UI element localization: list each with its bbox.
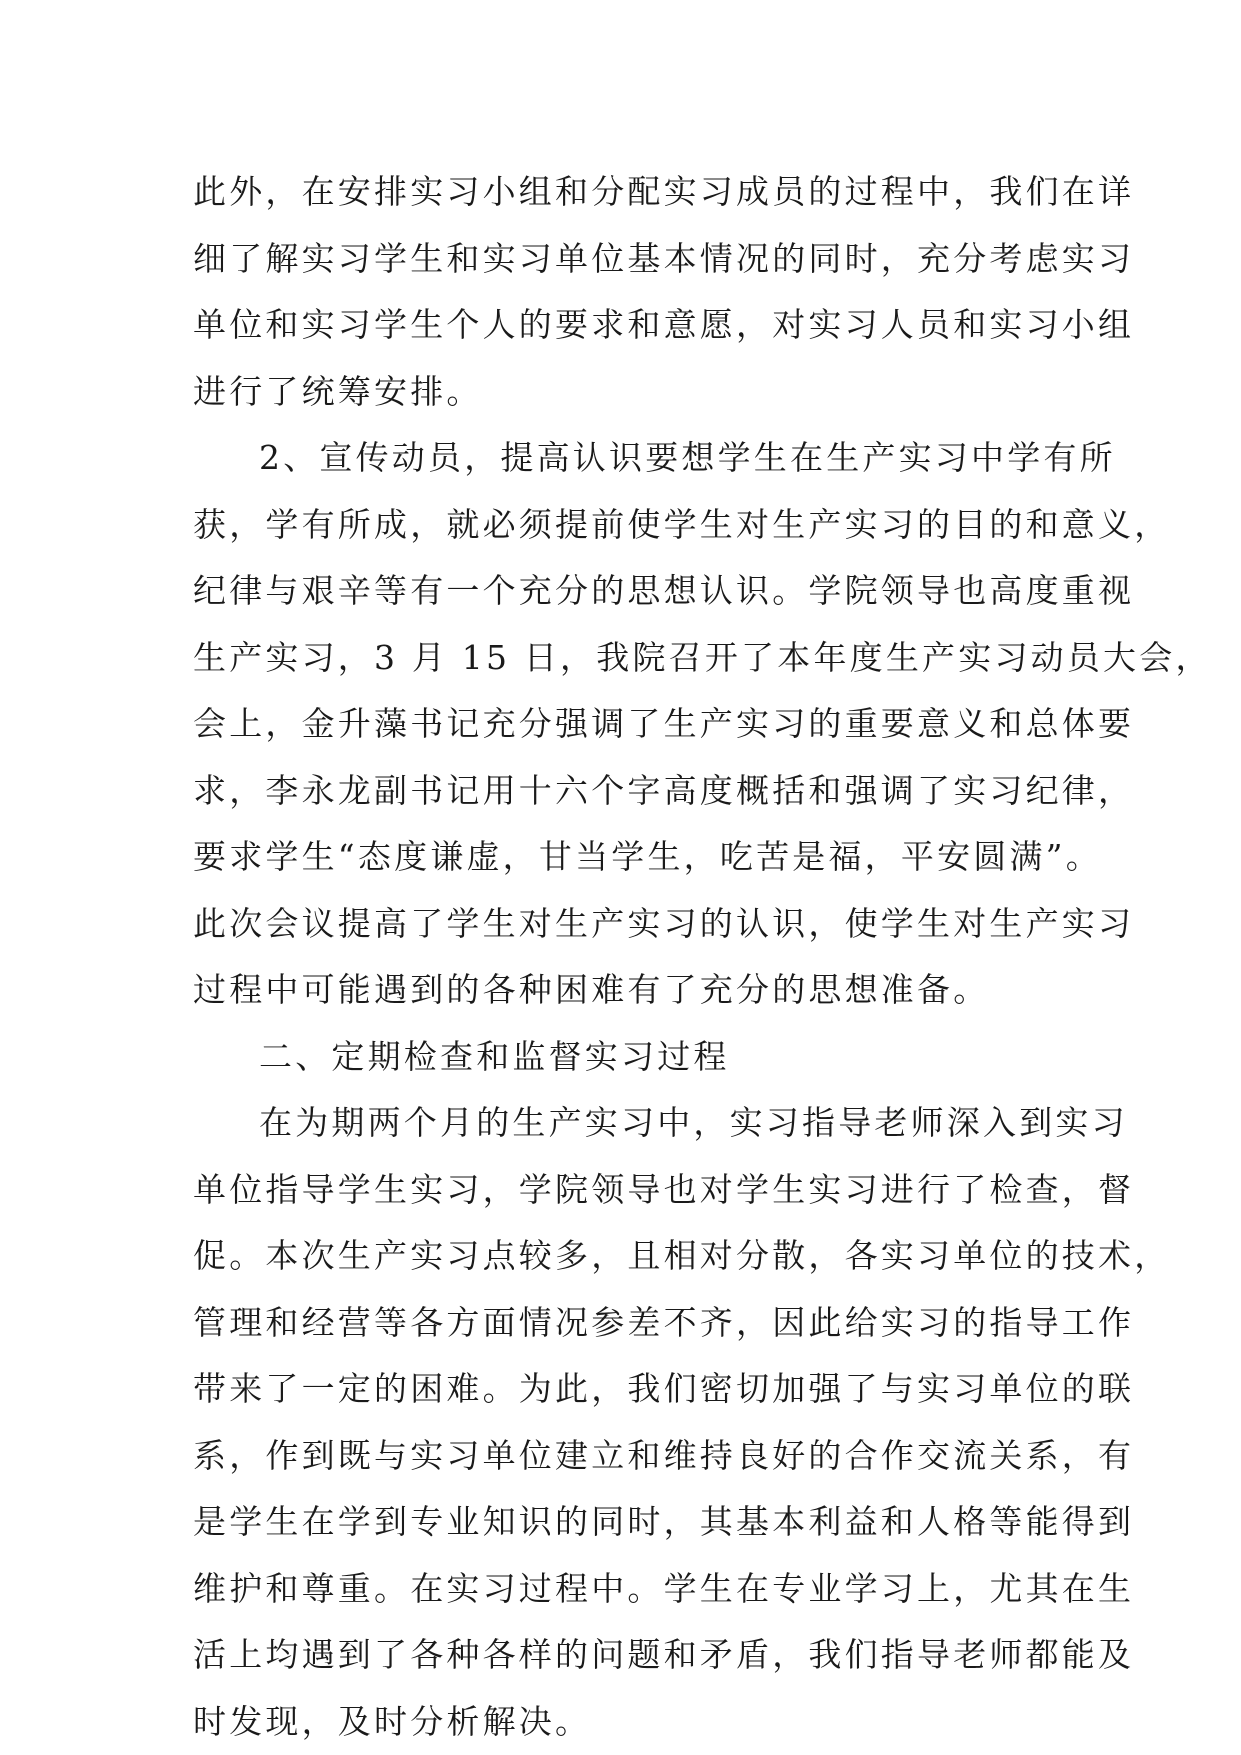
text-line: 过程中可能遇到的各种困难有了充分的思想准备。 <box>193 957 1063 1024</box>
text-line: 维护和尊重。在实习过程中。学生在专业学习上，尤其在生 <box>193 1556 1063 1623</box>
text-line: 是学生在学到专业知识的同时，其基本利益和人格等能得到 <box>193 1489 1063 1556</box>
text-line: 系，作到既与实习单位建立和维持良好的合作交流关系，有 <box>193 1423 1063 1490</box>
text-line: 进行了统筹安排。 <box>193 359 1063 426</box>
text-line: 促。本次生产实习点较多，且相对分散，各实习单位的技术， <box>193 1223 1063 1290</box>
text-line: 此次会议提高了学生对生产实习的认识，使学生对生产实习 <box>193 891 1063 958</box>
text-line: 细了解实习学生和实习单位基本情况的同时，充分考虑实习 <box>193 226 1063 293</box>
text-line: 在为期两个月的生产实习中，实习指导老师深入到实习 <box>193 1090 1063 1157</box>
text-line: 获，学有所成，就必须提前使学生对生产实习的目的和意义， <box>193 492 1063 559</box>
text-line: 生产实习，3 月 15 日，我院召开了本年度生产实习动员大会， <box>193 625 1063 692</box>
text-line: 求，李永龙副书记用十六个字高度概括和强调了实习纪律， <box>193 758 1063 825</box>
text-line: 2、宣传动员，提高认识要想学生在生产实习中学有所 <box>193 425 1063 492</box>
text-line: 纪律与艰辛等有一个充分的思想认识。学院领导也高度重视 <box>193 558 1063 625</box>
document-body <box>193 159 1063 1755</box>
text-line: 会上，金升藻书记充分强调了生产实习的重要意义和总体要 <box>193 691 1063 758</box>
text-line: 单位和实习学生个人的要求和意愿，对实习人员和实习小组 <box>193 292 1063 359</box>
text-line: 要求学生“态度谦虚，甘当学生，吃苦是福，平安圆满”。 <box>193 824 1063 891</box>
text-line: 单位指导学生实习，学院领导也对学生实习进行了检查，督 <box>193 1157 1063 1224</box>
text-line: 管理和经营等各方面情况参差不齐，因此给实习的指导工作 <box>193 1290 1063 1357</box>
text-line: 此外，在安排实习小组和分配实习成员的过程中，我们在详 <box>193 159 1063 226</box>
text-line: 时发现，及时分析解决。 <box>193 1689 1063 1755</box>
text-line: 二、定期检查和监督实习过程 <box>193 1024 1063 1091</box>
text-line: 带来了一定的困难。为此，我们密切加强了与实习单位的联 <box>193 1356 1063 1423</box>
text-line: 活上均遇到了各种各样的问题和矛盾，我们指导老师都能及 <box>193 1622 1063 1689</box>
